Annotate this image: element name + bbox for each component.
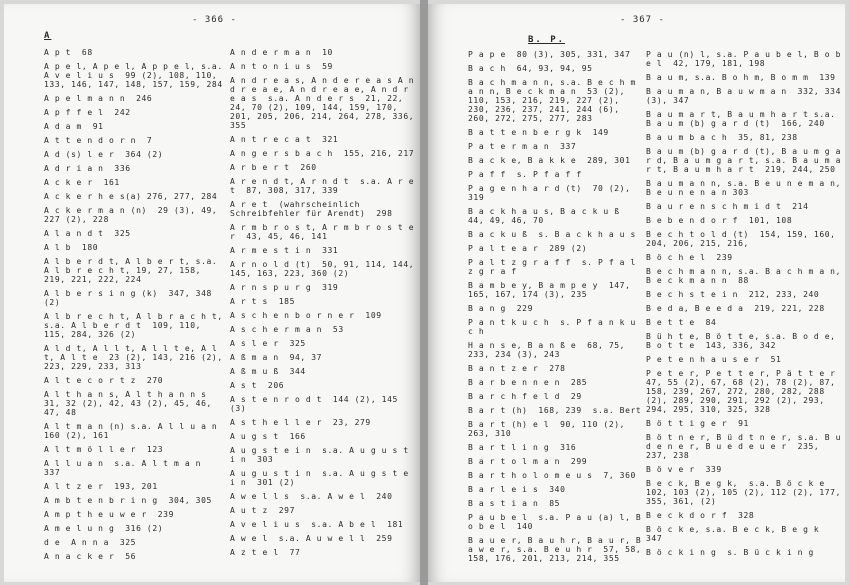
index-entry: A u g s t e i n s.a. A u g u s t i n 303 [230, 446, 415, 464]
index-entry: P a p e 80 (3), 305, 331, 347 [468, 50, 631, 59]
index-entry: A p e l, A p e l, A p p e l, s.a. A v e l i u s 99 (2), 108, 110, 133, 146, 147, 148, 157, 159, 284 [44, 62, 229, 89]
index-entry: A l t m a n (n) s.a. A l l u a n 160 (2), 161 [44, 422, 229, 440]
index-entry: A s t 206 [230, 381, 285, 390]
index-entry: A s l e r 325 [230, 339, 306, 348]
index-entry: A c k e r m a n (n) 29 (3), 49, 227 (2), 228 [44, 206, 223, 224]
index-column-right [230, 48, 418, 562]
index-entry: A p f f e l 242 [44, 108, 131, 117]
index-entry: B ü h t e, B ö t t e, s.a. B o d e, B o t t e 143, 336, 342 [646, 332, 841, 350]
page-number: - 367 - [620, 15, 665, 25]
index-entry: A d (s) l e r 364 (2) [44, 150, 164, 159]
index-entry: A u g s t 166 [230, 432, 306, 441]
index-entry: P a u b e l s.a. P a u (a) l, B o b e l 140 [468, 513, 647, 531]
index-entry: d e A n n a 325 [44, 538, 137, 547]
left-page [4, 4, 420, 582]
book-gutter [420, 0, 428, 585]
index-entry: A c k e r h e s(a) 276, 277, 284 [44, 192, 218, 201]
index-entry: A d a m 91 [44, 122, 104, 131]
index-entry: A w e l l s s.a. A w e l 240 [230, 492, 393, 501]
index-entry: A c k e r 161 [44, 178, 120, 187]
index-entry: A r e n d t, A r n d t s.a. A r e t 87, 308, 317, 339 [230, 177, 420, 195]
index-entry: B a m b e y, B a m p e y 147, 165, 167, 174 (3), 235 [468, 281, 636, 299]
index-entry: B ö t t i g e r 91 [646, 419, 749, 428]
index-entry: P e t e r, P e t t e r, P ä t t e r 47, 55 (2), 67, 68 (2), 78 (2), 87, 158, 239, 267, 272, 280, 282, 288 (2), 289, 290, 291, 292 (2), 293, 294, 295, 310, 325, 328 [646, 369, 847, 414]
index-entry: B e d a, B e e d a 219, 221, 228 [646, 304, 825, 313]
index-entry: B e t t e 84 [646, 318, 717, 327]
index-entry: B a r t (h) e l 90, 110 (2), 263, 310 [468, 420, 631, 438]
index-entry: A p t 68 [44, 48, 93, 57]
index-entry: B a r b e n n e n 285 [468, 378, 588, 387]
index-entry: A r m e s t i n 331 [230, 246, 339, 255]
index-entry: B a r t l i n g 316 [468, 443, 577, 452]
index-entry: A t t e n d o r n 7 [44, 136, 153, 145]
index-entry: B a c h m a n n, s.a. B e c h m a n n, B e c k m a n 53 (2), 110, 153, 216, 219, 227 (2), 230, 236, 237, 241, 244 (6), 260, 272, 275, 277, 283 [468, 78, 642, 123]
index-entry: A s c h e r m a n 53 [230, 325, 344, 334]
index-entry: B e c k, B e g k, s.a. B ö c k e 102, 103 (2), 105 (2), 112 (2), 177, 355, 361, (2) [646, 479, 847, 506]
index-entry: B a r t o l m a n 299 [468, 457, 588, 466]
section-heading: A [44, 31, 52, 41]
index-entry: P a f f s. P f a f f [468, 170, 582, 179]
index-entry: A l t z e r 193, 201 [44, 482, 158, 491]
page-number: - 366 - [192, 15, 237, 25]
index-entry: H a n s e, B a n ß e 68, 75, 233, 234 (3), 243 [468, 341, 631, 359]
index-column-left [44, 48, 229, 566]
index-entry: P a n t k u c h s. P f a n k u c h [468, 318, 642, 336]
index-entry: B a c h 64, 93, 94, 95 [468, 64, 593, 73]
index-entry: B a r t h o l o m e u s 7, 360 [468, 471, 636, 480]
index-entry: A d r i a n 336 [44, 164, 131, 173]
index-entry: A r n s p u r g 319 [230, 283, 339, 292]
index-entry: A w e l s.a. A u w e l l 259 [230, 534, 393, 543]
index-entry: A r m b r o s t, A r m b r o s t e r 43, 45, 46, 141 [230, 223, 420, 241]
index-entry: A m e l u n g 316 (2) [44, 524, 164, 533]
index-entry: A l b 180 [44, 243, 99, 252]
index-entry: B e c k d o r f 328 [646, 511, 755, 520]
index-entry: A u t z 297 [230, 506, 295, 515]
index-entry: B e c h m a n n, s.a. B a c h m a n, B e c k m a n n 88 [646, 267, 847, 285]
index-entry: A u g u s t i n s.a. A u g s t e i n 301 (2) [230, 469, 415, 487]
index-entry: A n d r e a s, A n d e r e a s A n d r e a e, A n d r e a e, A n d r e a s s.a. A n d e r s 21, 22, 24, 70 (2), 109, 144, 159, 170, 201, 205, 206, 214, 264, 278, 336, 355 [230, 76, 420, 130]
index-entry: A l l u a n s.a. A l t m a n 337 [44, 459, 212, 477]
index-entry: A ß m u ß 344 [230, 367, 306, 376]
index-entry: B a s t i a n 85 [468, 499, 561, 508]
index-entry: A l d t, A l l t, A l l t e, A l t, A l t e 23 (2), 143, 216 (2), 223, 229, 233, 313 [44, 344, 229, 371]
index-entry: A n a c k e r 56 [44, 552, 137, 561]
index-entry: A l b e r s i n g (k) 347, 348 (2) [44, 289, 218, 307]
index-entry: A l b r e c h t, A l b r a c h t, s.a. A l b e r d t 109, 110, 115, 284, 326 (2) [44, 312, 229, 339]
index-entry: A n g e r s b a c h 155, 216, 217 [230, 149, 415, 158]
index-entry: A r b e r t 260 [230, 163, 317, 172]
index-entry: B ö t n e r, B ü d t n e r, s.a. B u d e n e r, B u e d e u e r 235, 237, 238 [646, 433, 847, 460]
index-entry: A n d e r m a n 10 [230, 48, 333, 57]
index-entry: B a u m a r t, B a u m h a r t s.a. B a u m (b) g a r d (t) 166, 240 [646, 110, 841, 128]
index-entry: B e c h s t e i n 212, 233, 240 [646, 290, 820, 299]
index-entry: B ö c k i n g s. B ü c k i n g [646, 548, 814, 557]
index-entry: A r e t (wahrscheinlich Schreibfehler für Arendt) 298 [230, 200, 393, 218]
index-entry: A l b e r d t, A l b e r t, s.a. A l b r e c h t, 19, 27, 158, 219, 221, 222, 224 [44, 257, 223, 284]
index-entry: B a u m b a c h 35, 81, 238 [646, 133, 798, 142]
index-entry: P a u (n) l, s.a. P a u b e l, B o b e l 42, 179, 181, 198 [646, 50, 847, 68]
index-entry: P a t e r m a n 337 [468, 142, 577, 151]
index-entry: A l t m ö l l e r 123 [44, 445, 164, 454]
index-entry: B a c k u ß s. B a c k h a u s [468, 230, 636, 239]
index-entry: A p e l m a n n 246 [44, 94, 153, 103]
index-entry: B a u m (b) g a r d (t), B a u m g a r d, B a u m g a r t, s.a. B a u m a r t, B a u m h a r t 219, 244, 250 [646, 147, 847, 174]
index-entry: A l t e c o r t z 270 [44, 376, 164, 385]
index-entry: B ö v e r 339 [646, 465, 722, 474]
index-entry: B a u m, s.a. B o h m, B o m m 139 [646, 73, 836, 82]
index-entry: B a n g 229 [468, 304, 533, 313]
index-entry: A v e l i u s s.a. A b e l 181 [230, 520, 404, 529]
index-entry: A r t s 185 [230, 297, 295, 306]
index-entry: B e c h t o l d (t) 154, 159, 160, 204, 206, 215, 216, [646, 230, 841, 248]
index-entry: A m b t e n b r i n g 304, 305 [44, 496, 212, 505]
index-entry: P a g e n h a r d (t) 70 (2), 319 [468, 184, 636, 202]
index-entry: B a u m a n, B a u w m a n 332, 334 (3), 347 [646, 87, 847, 105]
index-entry: B a c k h a u s, B a c k u ß 44, 49, 46, 70 [468, 207, 631, 225]
index-entry: A s t h e l l e r 23, 279 [230, 418, 371, 427]
index-entry: P a l t z g r a f f s. P f a l z g r a f [468, 258, 642, 276]
index-entry: B a t t e n b e r g k 149 [468, 128, 609, 137]
index-entry: A ß m a n 94, 37 [230, 353, 323, 362]
index-entry: A n t r e c a t 321 [230, 135, 339, 144]
index-entry: B a u e r, B a u h r, B a u r, B a w e r, s.a. B e u h r 57, 58, 158, 176, 201, 213, 214, 355 [468, 536, 647, 563]
index-entry: A z t e l 77 [230, 548, 301, 557]
index-entry: B a n t z e r 278 [468, 364, 566, 373]
index-entry: B ö c k e, s.a. B e c k, B e g k 347 [646, 525, 831, 543]
index-entry: A s c h e n b o r n e r 109 [230, 311, 382, 320]
index-entry: A r n o l d (t) 50, 91, 114, 144, 145, 163, 223, 360 (2) [230, 260, 420, 278]
index-entry: P e t e n h a u s e r 51 [646, 355, 782, 364]
index-entry: P a l t e a r 289 (2) [468, 244, 588, 253]
index-entry: B e b e n d o r f 101, 108 [646, 216, 793, 225]
index-entry: A s t e n r o d t 144 (2), 145 (3) [230, 395, 404, 413]
index-entry: B a c k e, B a k k e 289, 301 [468, 156, 631, 165]
index-entry: B a r t (h) 168, 239 s.a. Bert [468, 406, 642, 415]
index-entry: B a u m a n n, s.a. B e u n e m a n, B e u n e n a n 303 [646, 179, 847, 197]
index-column-right [646, 50, 847, 562]
index-entry: A n t o n i u s 59 [230, 62, 333, 71]
right-page [428, 4, 845, 582]
index-entry: B ö c h e l 239 [646, 253, 733, 262]
index-entry: B a r c h f e l d 29 [468, 392, 582, 401]
index-column-left [468, 50, 647, 568]
index-entry: A l t h a n s, A l t h a n n s 31, 32 (2), 42, 43 (2), 45, 46, 47, 48 [44, 390, 218, 417]
index-entry: A m p t h e u w e r 239 [44, 510, 174, 519]
index-entry: B a r l e i s 340 [468, 485, 566, 494]
section-heading: B. P. [528, 35, 566, 45]
index-entry: A l a n d t 325 [44, 229, 131, 238]
index-entry: B a u r e n s c h m i d t 214 [646, 202, 809, 211]
